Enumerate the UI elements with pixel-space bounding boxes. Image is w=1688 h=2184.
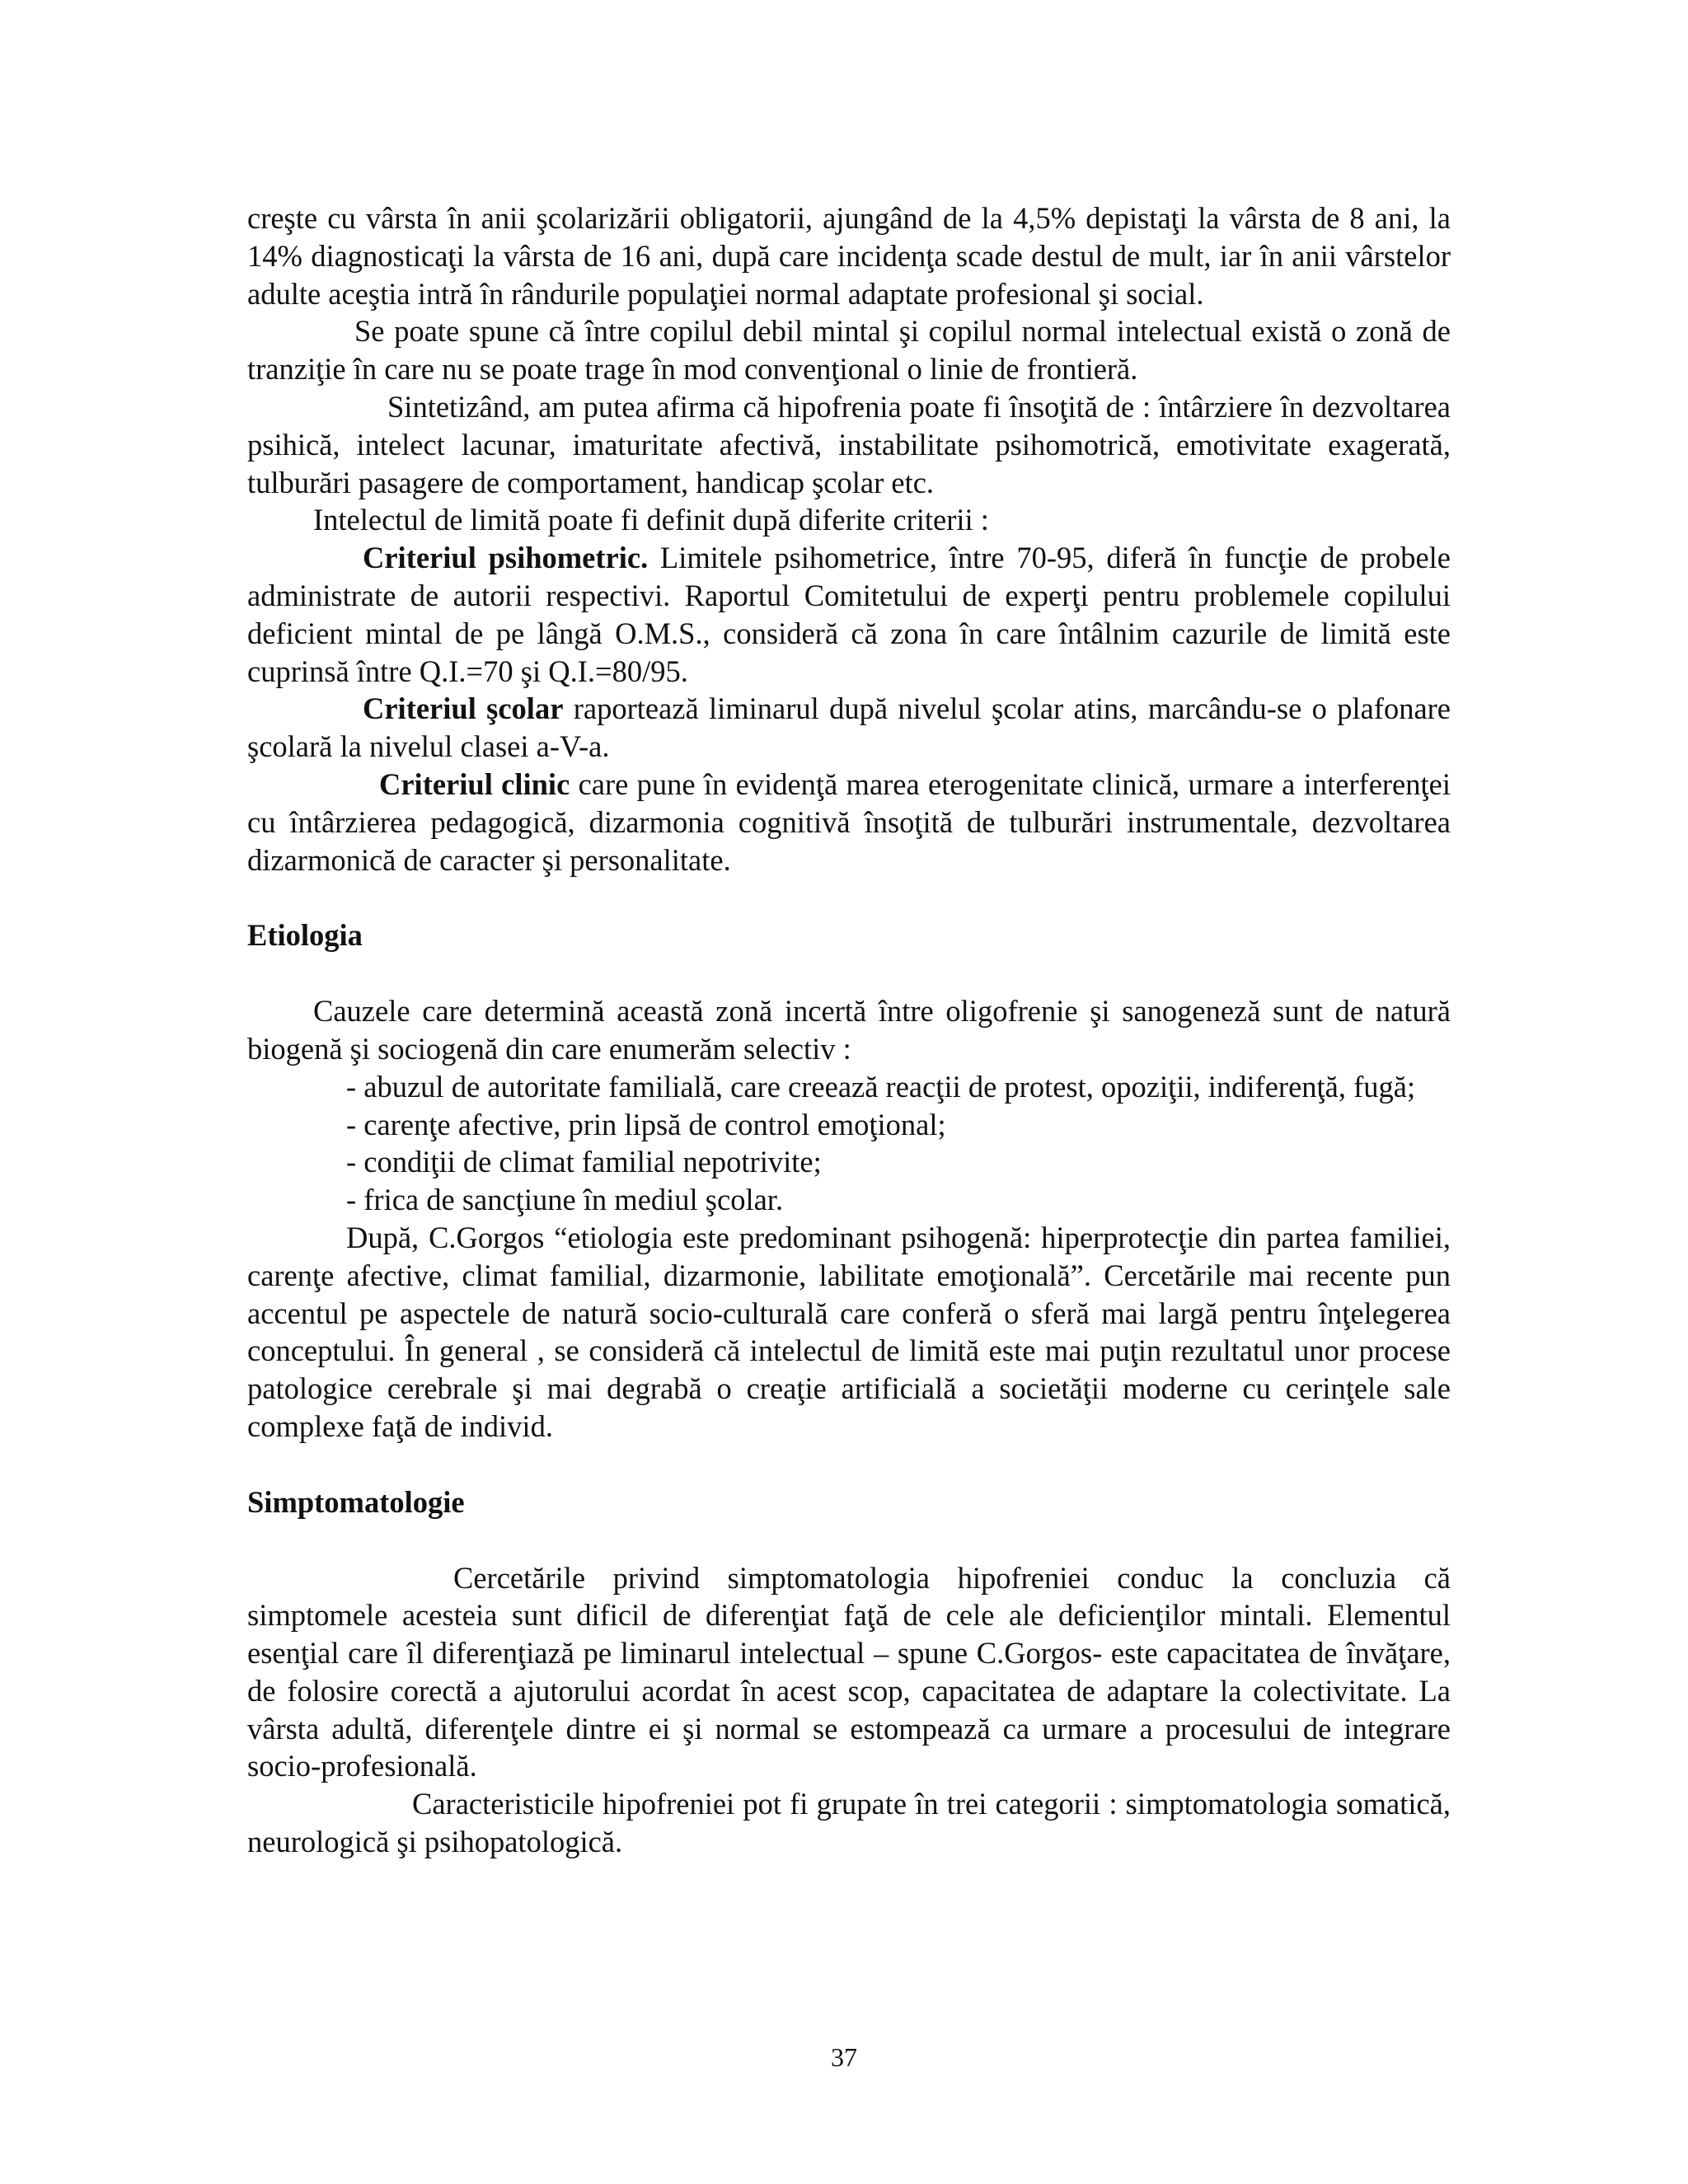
list-item-etiology-1: - abuzul de autoritate familială, care creează reacţii de protest, opoziţii, indiferenţă, fugă; [346,1069,1416,1104]
criterion-clinical-label: Criteriul clinic [379,766,570,801]
paragraph-symptoms-categories: Caracteristicile hipofreniei pot fi grupate în trei categorii : simptomatologia somatică, neurologică şi psihopatologică. [247,1787,1451,1859]
paragraph-etiology-gorgos: După, C.Gorgos “etiologia este predominant psihogenă: hiperprotecţie din partea familiei, carenţe afective, climat familial, dizarmonie, labilitate emoţională”. Cercetările mai recente pun accentul pe aspectele de natură socio-culturală care conferă o sferă mai largă pentru înţelegerea conceptului. În general , se consideră că intelectul de limită este mai puţin rezultatul unor procese patologice cerebrale şi mai degrabă o creaţie artificială a societăţii moderne cu cerinţele sale complexe faţă de individ. [247,1220,1451,1443]
list-item-etiology-2: - carenţe afective, prin lipsă de control emoţional; [346,1107,946,1141]
list-item-etiology-4: - frica de sancţiune în mediul şcolar. [346,1183,784,1217]
criterion-school-label: Criteriul şcolar [363,691,564,726]
paragraph-criteria-intro: Intelectul de limită poate fi definit după diferite criterii : [313,503,989,537]
criterion-clinical-text: care pune în evidenţă marea eterogenitate clinică, urmare a interferenţei cu întârzierea pedagogică, dizarmonia cognitivă însoţită de tulburări instrumentale, dezvoltarea dizarmonică de caracter şi personalitate. [247,766,1451,877]
paragraph-criterion-school [247,690,1451,766]
paragraph-criterion-clinical [247,766,1451,879]
page-number: 37 [831,2042,857,2072]
paragraph-transition-zone: Se poate spune că între copilul debil mintal şi copilul normal intelectual există o zonă de tranziţie în care nu se poate trage în mod convenţional o linie de frontieră. [247,314,1451,387]
criterion-school-text: raportează liminarul după nivelul şcolar atins, marcându-se o plafonare şcolară la nivelul clasei a-V-a. [247,691,1451,764]
heading-etiologia: Etiologia [247,918,363,953]
list-item-etiology-3: - condiţii de climat familial nepotrivite; [346,1145,822,1179]
paragraph-incidence: creşte cu vârsta în anii şcolarizării obligatorii, ajungând de la 4,5% depistaţi la vârsta de 8 ani, la 14% diagnosticaţi la vârsta de 16 ani, după care incidenţa scade destul de mult, iar în anii vârstelor adulte aceştia intră în rândurile populaţiei normal adaptate profesional şi social. [247,201,1451,311]
paragraph-symptoms-research: Cercetările privind simptomatologia hipofreniei conduc la concluzia că simptomele acesteia sunt dificil de diferenţiat faţă de cele ale deficienţilor mintali. Elementul esenţial care îl diferenţiază pe liminarul intelectual – spune C.Gorgos- este capacitatea de învăţare, de folosire corectă a ajutorului acordat în acest scop, capacitatea de adaptare la colectivitate. La vârsta adultă, diferenţele dintre ei şi normal se estompează ca urmare a procesului de integrare socio-profesională. [247,1560,1451,1783]
criterion-psychometric-label: Criteriul psihometric. [363,541,649,575]
paragraph-synthesis: Sintetizând, am putea afirma că hipofrenia poate fi însoţită de : întârziere în dezvoltarea psihică, intelect lacunar, imaturitate afectivă, instabilitate psihomotrică, emotivitate exagerată, tulburări pasagere de comportament, handicap şcolar etc. [247,389,1451,499]
paragraph-criterion-psychometric [247,539,1451,690]
criterion-psychometric-text: Limitele psihometrice, între 70-95, diferă în funcţie de probele administrate de autorii respectivi. Raportul Comitetului de experţi pentru problemele copilului deficient mintal de pe lângă O.M.S., consideră că zona în care întâlnim cazurile de limită este cuprinsă între Q.I.=70 şi Q.I.=80/95. [247,541,1451,688]
document-body [247,199,1451,1861]
paragraph-etiology-intro: Cauzele care determină această zonă incertă între oligofrenie şi sanogeneză sunt de natură biogenă şi sociogenă din care enumerăm selectiv : [247,994,1451,1066]
heading-simptomatologie: Simptomatologie [247,1484,465,1519]
